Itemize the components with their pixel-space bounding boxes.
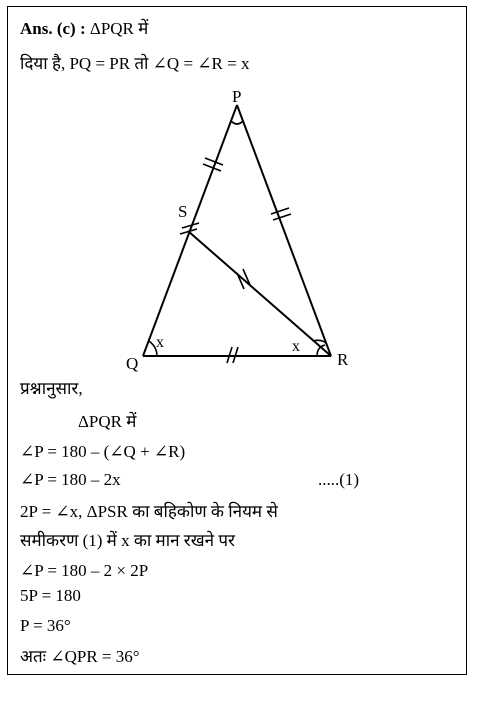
triangle-diagram: [8, 7, 468, 387]
solution-line-6: 5P = 180: [20, 586, 81, 605]
label-angle-q: x: [156, 334, 164, 351]
solution-line-3: 2P = ∠x, ΔPSR का बहिकोण के नियम से: [20, 502, 278, 521]
answer-label: Ans. (c) :: [20, 19, 86, 38]
solution-intro: प्रश्नानुसार,: [20, 379, 83, 398]
tick-sr-1: [237, 273, 244, 289]
label-q: Q: [126, 354, 139, 373]
label-p: P: [232, 87, 242, 106]
label-s: S: [178, 202, 188, 221]
equation-ref: .....(1): [318, 470, 360, 489]
label-angle-r: x: [292, 338, 300, 355]
tick-pr-1: [271, 208, 289, 214]
answer-text: ΔPQR में: [89, 19, 149, 38]
solution-box: [7, 6, 467, 675]
solution-line-4: समीकरण (1) में x का मान रखने पर: [20, 531, 235, 550]
tick-pr-2: [273, 214, 291, 220]
solution-triangle: ΔPQR में: [78, 412, 137, 431]
angle-arc-p: [231, 121, 243, 124]
solution-line-8: अतः ∠QPR = 36°: [20, 647, 140, 666]
segment-sr: [188, 231, 331, 356]
given-statement: दिया है, PQ = PR तो ∠Q = ∠R = x: [20, 54, 250, 73]
side-pr: [237, 105, 331, 356]
solution-line-1: ∠P = 180 – (∠Q + ∠R): [20, 442, 186, 461]
solution-line-2-text: ∠P = 180 – 2x: [20, 470, 121, 489]
solution-line-7: P = 36°: [20, 616, 71, 635]
solution-line-2: [20, 469, 460, 491]
label-r: R: [337, 350, 349, 369]
solution-line-5: ∠P = 180 – 2 × 2P: [20, 561, 149, 580]
